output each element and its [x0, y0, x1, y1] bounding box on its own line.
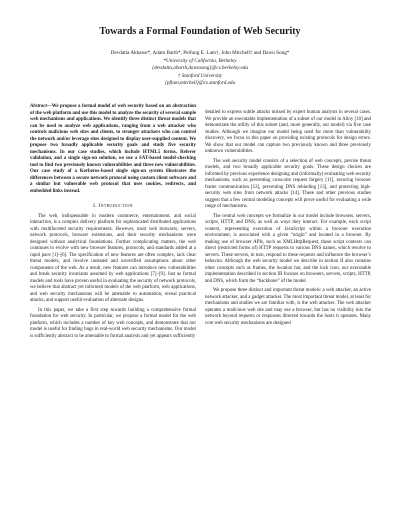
affiliation-stanford: † Stanford University: [177, 72, 223, 79]
right-paragraph-2: The web security model consists of a selection of web concepts, precise threat models, and two broadly applicable security goals. These design choices are informed by previous experience designing and (informally) evaluating web security mechanisms, such as preventing cross-site request forgery [11], securing browser frame communication [12], preventing DNS rebinding [13], and protecting high-security web sites from network attacks [14]. These and other previous studies suggest that a few central modeling concepts will prove useful for evaluating a wide range of mechanisms.: [205, 158, 371, 209]
right-paragraph-1: detailed to express subtle attacks missed by expert human analysts in several cases. We provide an executable implementation of a subset of our model in Alloy [10] and demonstrate the utility of this subset (and, more generally, our model) via five case studies. Although we imagine our model being used for more than vulnerability discovery, we focus in this paper on providing existing protocols for design errors. We show that our model can capture two previously known and three previously unknown vulnerabilities.: [205, 110, 371, 154]
right-paragraph-4: We propose three distinct and important threat models: a web attacker, an active network attacker, and a gadget attacker. The most important threat model, at least for mechanisms and studies we are familiar with, is the web attacker. The web attacker operates a malicious web site and may use a browser, but has no visibility into the network beyond requests or responses directed towards the hosts it operates. Many core web security mechanisms are designed: [205, 288, 371, 326]
email-stanford: {pflam,mitchell}@cs.stanford.edu: [164, 80, 236, 87]
abstract-text: —We propose a formal model of web security based on an abstraction of the web platform and use this model to analyze the security of several sample web mechanisms and applications. We identify three distinct threat models that can be used to analyze web applications, ranging from a web attacker who controls malicious web sites and clients, to stronger attackers who can control the network and/or leverage sites designed to display user-supplied content. We propose two broadly applicable security goals and study five security mechanisms. In our case studies, which include HTML5 forms, Referer validation, and a single sign-on solution, we use a SAT-based model-checking tool to find two previously known vulnerabilities and three new vulnerabilities. Our case study of a Kerberos-based single sign-on system illustrates the differences between a secure network protocol using custom client software and a similar but vulnerable web protocol that uses cookies, redirects, and embedded links instead.: [30, 104, 196, 194]
paper-title: Towards a Formal Foundation of Web Security: [99, 26, 301, 37]
abstract: [30, 104, 196, 195]
left-column: [30, 104, 196, 340]
email-berkeley: {devdatta,abarth,dawnsong}@cs.berkeley.edu: [152, 65, 248, 72]
right-paragraph-3: The central web concepts we formalize in our model include browsers, servers, scripts, HTTP, and DNS, as well as ways they interact. For example, each script context, representing execution of JavaScript within a browser execution environment, is associated with a given “origin” and located in a browser. By making use of browser APIs, such as XMLHttpRequest, those script contexts can direct (restricted forms of) HTTP requests to various DNS names, which resolve to servers. These servers, in turn, respond to these requests and influence the browser’s behavior. Although the web security model we describe in section II also contains other concepts such as frames, the location bar, and the lock icon, our executable implementation described in section III focuses on browsers, servers, scripts, HTTP, and DNS, which form the “backbone” of the model.: [205, 213, 371, 284]
section-heading-introduction: I. Introduction: [93, 203, 133, 209]
affiliation-berkeley: *University of California, Berkeley: [163, 57, 237, 64]
abstract-label: Abstract: [30, 104, 47, 109]
author-block: [0, 50, 400, 88]
intro-paragraph-2: In this paper, we take a first step towards building a comprehensive formal foundation for web security. In particular, we propose a formal model for the web platform, which includes a number of key web concepts, and demonstrate that our model is useful for finding bugs in real-world web security mechanisms. Our model is sufficiently abstract to be amenable to formal analysis and yet appears sufficiently: [30, 307, 196, 339]
author-names: Devdatta Akhawe*, Adam Barth*, Peifung E. Lam†, John Mitchell† and Dawn Song*: [110, 50, 290, 56]
right-column: [205, 110, 371, 327]
intro-paragraph-1: The web, indispensable in modern commerce, entertainment, and social interaction, is a complex delivery platform for sophisticated distributed applications with multifaceted security requirements. However, most web browsers, servers, network protocols, browser extensions, and their security mechanisms were designed without analytical foundations. Further complicating matters, the web continues to evolve with new browser features, protocols, and standards added at a rapid pace [1]–[6]. The specification of new features are often complex, lack clear threat models, and involve unstated and unverified assumptions about other components of the web. As a result, new features can introduce new vulnerabilities and break security invariants assumed by web applications [7]–[9]. Just as formal models and tools have proven useful in evaluating the security of network protocols, we believe that abstract yet informed models of the web platform, web applications, and web security mechanisms will be amenable to automation, reveal practical attacks, and support useful evaluation of alternate designs.: [30, 213, 196, 303]
